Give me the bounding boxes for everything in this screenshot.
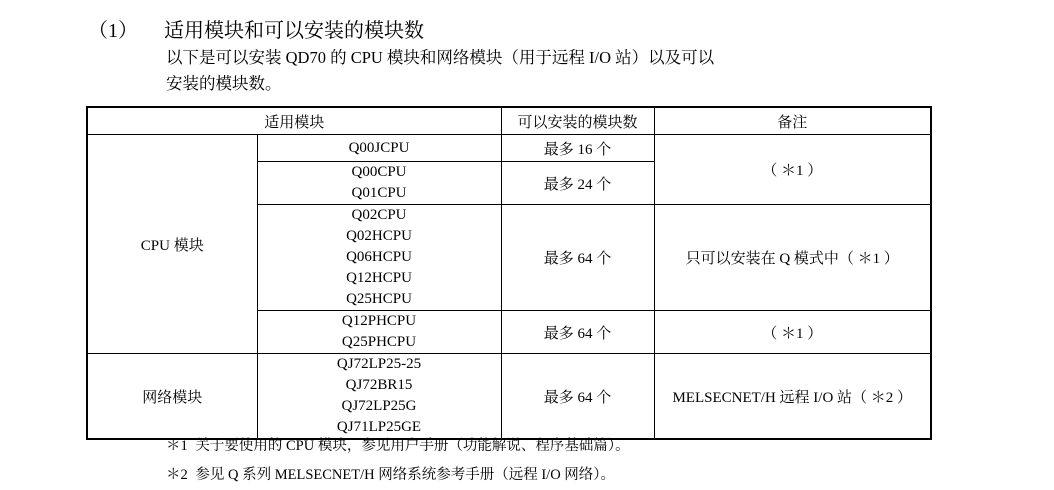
installable-count: 最多 24 个 — [501, 162, 654, 205]
model-name: QJ72BR15 — [345, 377, 413, 393]
column-header-applicable-module: 适用模块 — [87, 107, 501, 135]
model-list — [257, 205, 501, 311]
footnote-1 — [166, 432, 630, 461]
model-name: QJ72LP25G — [341, 398, 417, 414]
section-number: （1） — [88, 20, 138, 42]
model-list — [257, 311, 501, 354]
column-header-installable-count: 可以安装的模块数 — [501, 107, 654, 135]
model-name: Q02HCPU — [346, 228, 412, 244]
model-name: Q00JCPU — [348, 139, 410, 156]
footnote-1-mark: ＊1 — [166, 438, 188, 454]
model-list — [257, 162, 501, 205]
footnote-2-text: 参见 Q 系列 MELSECNET/H 网络系统参考手册（远程 I/O 网络）。 — [195, 467, 616, 483]
installable-count: 最多 64 个 — [501, 311, 654, 354]
table-row — [87, 354, 931, 440]
model-name: Q00CPU — [351, 164, 407, 180]
installable-count: 最多 64 个 — [501, 205, 654, 311]
intro-line-1: 以下是可以安装 QD70 的 CPU 模块和网络模块（用于远程 I/O 站）以及可以 — [166, 48, 715, 67]
model-name: QJ72LP25-25 — [336, 356, 422, 372]
applicable-modules-table — [86, 106, 932, 440]
table-header — [87, 107, 931, 135]
table-row — [87, 135, 931, 162]
model-name: QJ71LP25GE — [336, 419, 422, 435]
model-name: Q25HCPU — [346, 291, 412, 307]
remark-cell: MELSECNET/H 远程 I/O 站（ ＊2 ） — [654, 354, 931, 440]
table-header-row — [87, 107, 931, 135]
model-name: Q12HCPU — [346, 270, 412, 286]
category-network-module: 网络模块 — [87, 354, 257, 440]
remark-cell: （ ＊1 ） — [654, 135, 931, 205]
page-title: 适用模块和可以安装的模块数 — [164, 20, 424, 42]
intro-line-2: 安装的模块数。 — [166, 74, 282, 93]
section-heading — [88, 14, 424, 43]
footnotes — [166, 432, 630, 490]
model-name: Q01CPU — [351, 185, 407, 201]
column-header-remark: 备注 — [654, 107, 931, 135]
installable-count: 最多 64 个 — [501, 354, 654, 440]
footnote-2-mark: ＊2 — [166, 467, 188, 483]
model-name: Q06HCPU — [346, 249, 412, 265]
intro-paragraph — [166, 45, 866, 97]
footnote-2 — [166, 461, 630, 490]
model-name: Q12PHCPU — [341, 313, 417, 329]
category-cpu-module: CPU 模块 — [87, 135, 257, 354]
spec-table-wrapper — [86, 106, 932, 440]
footnote-1-text: 关于要使用的 CPU 模块，参见用户手册（功能解说、程序基础篇）。 — [195, 438, 630, 454]
model-name: Q25PHCPU — [341, 334, 417, 350]
model-name: Q02CPU — [351, 207, 407, 223]
installable-count: 最多 16 个 — [501, 135, 654, 162]
remark-cell: （ ＊1 ） — [654, 311, 931, 354]
remark-cell: 只可以安装在 Q 模式中（ ＊1 ） — [654, 205, 931, 311]
table-body — [87, 135, 931, 440]
model-list — [257, 135, 501, 162]
model-list — [257, 354, 501, 440]
